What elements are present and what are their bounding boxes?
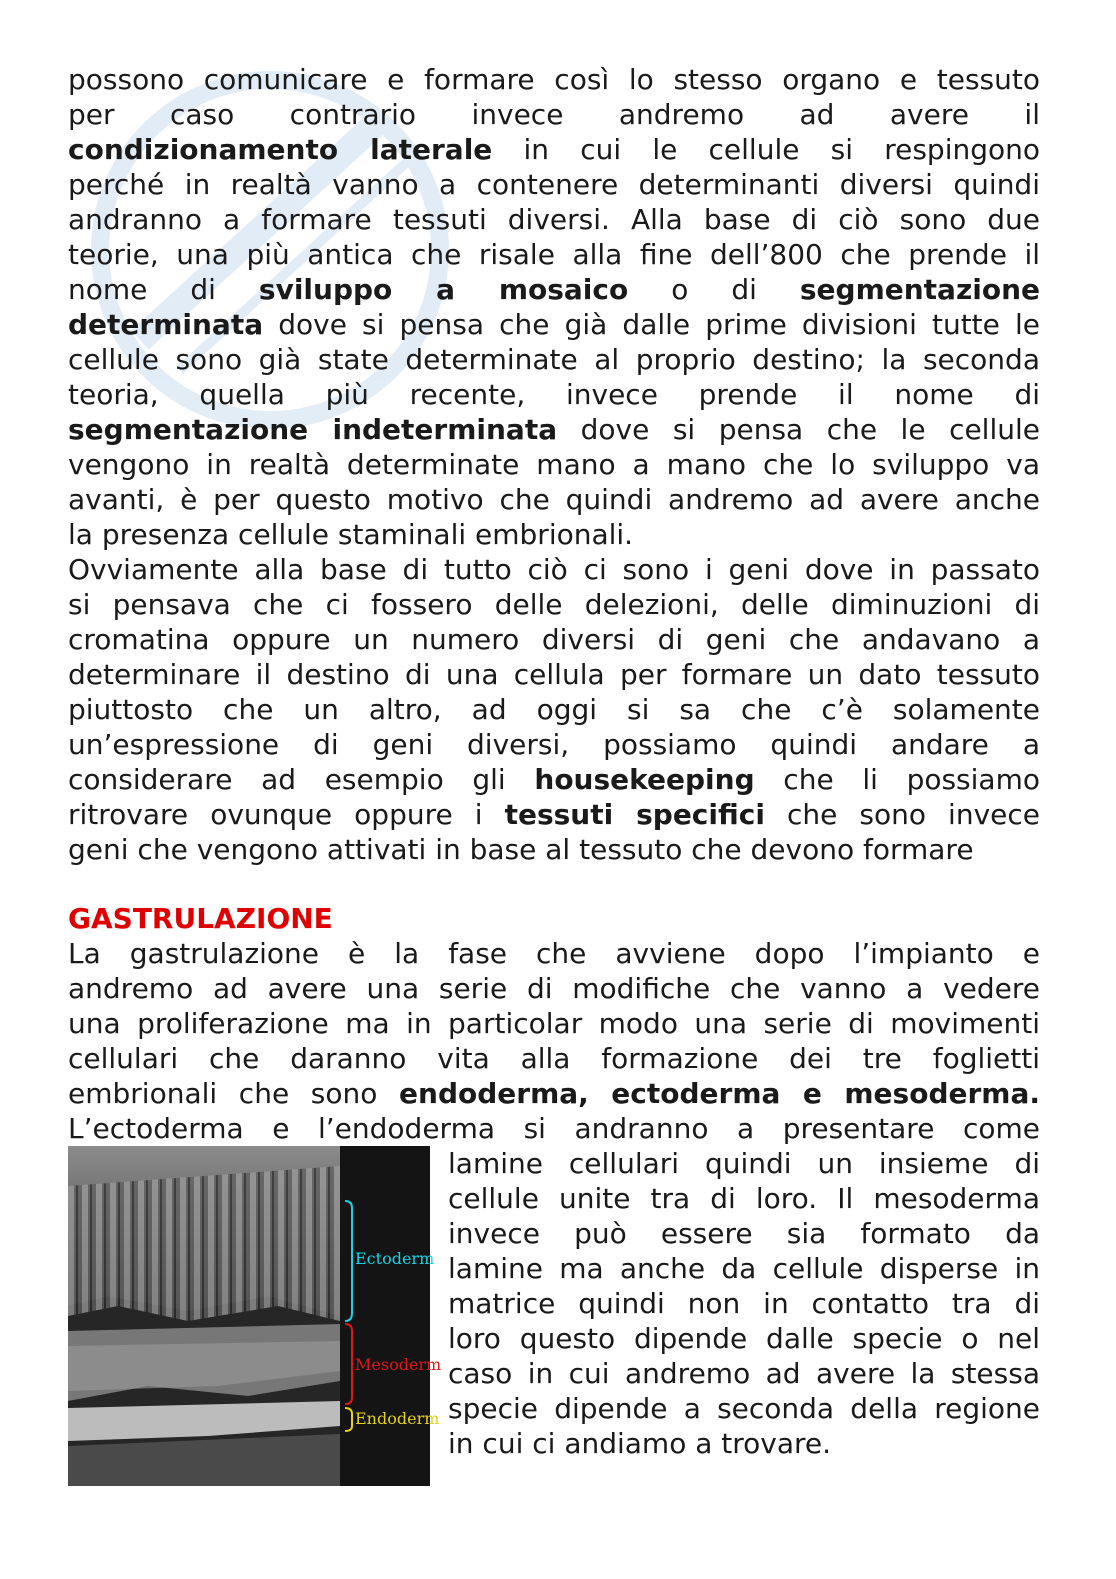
text-run: La gastrulazione è la fase che avviene dopo l’impianto e: [68, 937, 1040, 970]
text-line: cellule unite tra di loro. Il mesoderma: [448, 1182, 1040, 1215]
text-line: [68, 167, 1040, 202]
bold-term: endoderma, ectoderma e mesoderma.: [399, 1077, 1040, 1110]
text-line: loro questo dipende dalle specie o nel: [448, 1322, 1040, 1355]
text-run: perché in realtà vanno a contenere determinanti diversi quindi: [68, 168, 1040, 201]
paragraph-theories: [68, 62, 1040, 552]
text-run: determinare il destino di una cellula per formare un dato tessuto: [68, 658, 1040, 691]
text-line: [68, 202, 1040, 237]
bold-term: condizionamento laterale: [68, 133, 493, 166]
text-run: cellulari che daranno vita alla formazione dei tre foglietti: [68, 1042, 1040, 1075]
text-run: dove si pensa che le cellule: [557, 413, 1040, 446]
mesoderm-label: Mesoderm: [355, 1355, 442, 1374]
text-run: la presenza cellule staminali embrionali.: [68, 518, 634, 551]
text-run: geni che vengono attivati in base al tessuto che devono formare: [68, 833, 974, 866]
text-run: teorie, una più antica che risale alla fine dell’800 che prende il: [68, 238, 1040, 271]
germ-layers-micrograph: [68, 1146, 442, 1486]
text-run: possono comunicare e formare così lo stesso organo e tessuto: [68, 63, 1040, 96]
endoderm-label: Endoderm: [355, 1409, 440, 1428]
text-run: un’espressione di geni diversi, possiamo quindi andare a: [68, 728, 1040, 761]
text-line: [68, 1076, 1040, 1111]
text-line: [68, 412, 1040, 447]
text-line: [68, 132, 1040, 167]
text-run: per caso contrario invece andremo ad avere il: [68, 98, 1040, 131]
text-run: in cui le cellule si respingono: [492, 133, 1040, 166]
bold-term: segmentazione: [799, 273, 1041, 306]
text-line: [68, 237, 1040, 272]
text-line: [68, 936, 1040, 971]
text-line: in cui ci andiamo a trovare.: [448, 1427, 832, 1460]
text-line: [68, 622, 1040, 657]
text-line: [68, 727, 1040, 762]
document-page: [68, 62, 1040, 1461]
text-line: [68, 482, 1040, 517]
text-line: [68, 1041, 1040, 1076]
text-run: piuttosto che un altro, ad oggi si sa che c’è solamente: [68, 693, 1040, 726]
text-line: [68, 971, 1040, 1006]
text-line: [68, 307, 1040, 342]
text-line: [68, 762, 1040, 797]
text-run: che li possiamo: [754, 763, 1040, 796]
text-line: [68, 62, 1040, 97]
paragraph-genes: [68, 552, 1040, 867]
text-line: [68, 517, 1040, 552]
text-run: Ovviamente alla base di tutto ciò ci sono i geni dove in passato: [68, 553, 1040, 586]
text-run: dove si pensa che già dalle prime divisioni tutte le: [263, 308, 1040, 341]
text-line: specie dipende a seconda della regione: [448, 1392, 1040, 1425]
bold-term: segmentazione indeterminata: [68, 413, 558, 446]
text-line: matrice quindi non in contatto tra di: [448, 1287, 1040, 1320]
text-run: che sono invece: [764, 798, 1040, 831]
text-line: [68, 797, 1040, 832]
text-line: [68, 97, 1040, 132]
text-line: invece può essere sia formato da: [448, 1217, 1040, 1250]
text-line: [68, 342, 1040, 377]
text-line: [68, 832, 1040, 867]
text-run: cromatina oppure un numero diversi di geni che andavano a: [68, 623, 1040, 656]
text-line: lamine cellulari quindi un insieme di: [448, 1147, 1040, 1180]
text-run: considerare ad esempio gli: [68, 763, 535, 796]
text-run: L’ectoderma e l’endoderma si andranno a presentare come: [68, 1112, 1040, 1145]
text-run: teoria, quella più recente, invece prende il nome di: [68, 378, 1040, 411]
text-line: caso in cui andremo ad avere la stessa: [448, 1357, 1040, 1390]
text-line: [68, 272, 1040, 307]
text-line: [68, 657, 1040, 692]
text-run: o di: [628, 273, 800, 306]
text-run: vengono in realtà determinate mano a mano che lo sviluppo va: [68, 448, 1040, 481]
paragraph-gastrulation: [68, 936, 1040, 1146]
text-run: andranno a formare tessuti diversi. Alla base di ciò sono due: [68, 203, 1040, 236]
text-run: nome di: [68, 273, 259, 306]
text-line: [68, 1006, 1040, 1041]
text-line: [68, 1111, 1040, 1146]
bold-term: housekeeping: [534, 763, 755, 796]
text-line: [68, 552, 1040, 587]
text-run: una proliferazione ma in particolar modo una serie di movimenti: [68, 1007, 1040, 1040]
bold-term: sviluppo a mosaico: [258, 273, 629, 306]
text-run: cellule sono già state determinate al proprio destino; la seconda: [68, 343, 1040, 376]
text-line: [68, 692, 1040, 727]
figure-and-text: [68, 1146, 1040, 1461]
text-run: avanti, è per questo motivo che quindi andremo ad avere anche: [68, 483, 1040, 516]
text-run: embrionali che sono: [68, 1077, 400, 1110]
bold-term: tessuti specifici: [504, 798, 765, 831]
text-line: [68, 377, 1040, 412]
text-run: si pensava che ci fossero delle delezioni, delle diminuzioni di: [68, 588, 1040, 621]
text-line: lamine ma anche da cellule disperse in: [448, 1252, 1040, 1285]
text-run: ritrovare ovunque oppure i: [68, 798, 505, 831]
bold-term: determinata: [68, 308, 264, 341]
section-heading: GASTRULAZIONE: [68, 902, 333, 935]
text-line: [68, 447, 1040, 482]
ectoderm-label: Ectoderm: [355, 1249, 435, 1268]
text-line: [68, 587, 1040, 622]
text-run: andremo ad avere una serie di modifiche che vanno a vedere: [68, 972, 1040, 1005]
